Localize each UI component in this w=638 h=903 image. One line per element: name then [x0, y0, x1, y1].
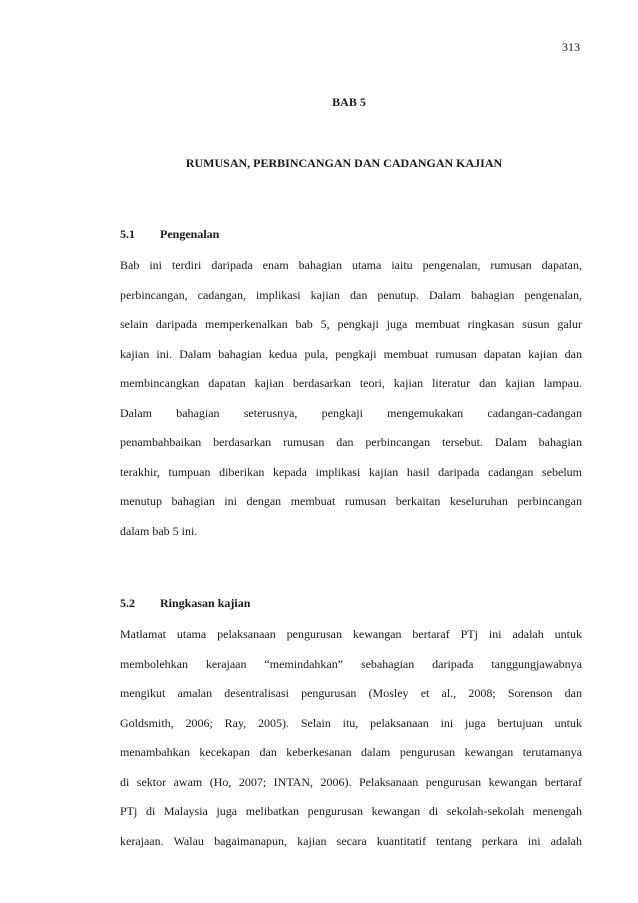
paragraph-line: mengikut amalan desentralisasi pengurusan (Mosley et al., 2008; Sorenson dan — [120, 686, 582, 700]
paragraph-line: kajian ini. Dalam bahagian kedua pula, pengkaji membuat rumusan dapatan kajian dan — [120, 346, 582, 361]
paragraph-line: di sektor awam (Ho, 2007; INTAN, 2006). Pelaksanaan pengurusan kewangan bertaraf — [120, 774, 582, 789]
paragraph-line: Bab ini terdiri daripada enam bahagian utama iaitu pengenalan, rumusan dapatan, — [120, 258, 582, 272]
paragraph-line: Matlamat utama pelaksanaan pengurusan kewangan bertaraf PTj ini adalah untuk — [120, 627, 582, 641]
paragraph-line: kerajaan. Walau bagaimanapun, kajian secara kuantitatif tentang perkara ini adalah — [120, 833, 582, 848]
paragraph-line: Goldsmith, 2006; Ray, 2005). Selain itu, pelaksanaan ini juga bertujuan untuk — [120, 715, 582, 730]
paragraph-line: menambahkan kecekapan dan keberkesanan dalam pengurusan kewangan terutamanya — [120, 745, 582, 759]
paragraph-line: menutup bahagian ini dengan membuat rumusan berkaitan keseluruhan perbincangan — [120, 494, 582, 508]
section-number: 5.1 — [120, 227, 135, 241]
paragraph-line: selain daripada memperkenalkan bab 5, pengkaji juga membuat ringkasan susun galur — [120, 317, 582, 331]
section-heading-5-2 — [120, 596, 250, 611]
chapter-title: RUMUSAN, PERBINCANGAN DAN CADANGAN KAJIAN — [185, 156, 503, 170]
paragraph-line: membincangkan dapatan kajian berdasarkan teori, kajian literatur dan kajian lampau. — [120, 376, 582, 390]
section-heading-5-1 — [120, 227, 219, 242]
paragraph-ringkasan-kajian — [120, 627, 582, 863]
section-title: Pengenalan — [160, 227, 220, 241]
paragraph-line: PTj di Malaysia juga melibatkan pengurusan kewangan di sekolah-sekolah menengah — [120, 804, 582, 818]
section-title: Ringkasan kajian — [160, 596, 251, 610]
paragraph-line: perbincangan, cadangan, implikasi kajian dan penutup. Dalam bahagian pengenalan, — [120, 287, 582, 302]
page-number: 313 — [562, 40, 580, 54]
paragraph-line: terakhir, tumpuan diberikan kepada implikasi kajian hasil daripada cadangan sebelum — [120, 464, 582, 479]
paragraph-line: membolehkan kerajaan “memindahkan” sebahagian daripada tanggungjawabnya — [120, 656, 582, 671]
paragraph-line: dalam bab 5 ini. — [120, 523, 198, 538]
paragraph-pengenalan — [120, 258, 582, 553]
chapter-label: BAB 5 — [332, 95, 366, 109]
paragraph-line: Dalam bahagian seterusnya, pengkaji mengemukakan cadangan-cadangan — [120, 405, 582, 420]
paragraph-line: penambahbaikan berdasarkan rumusan dan perbincangan tersebut. Dalam bahagian — [120, 435, 582, 449]
section-number: 5.2 — [120, 596, 135, 610]
